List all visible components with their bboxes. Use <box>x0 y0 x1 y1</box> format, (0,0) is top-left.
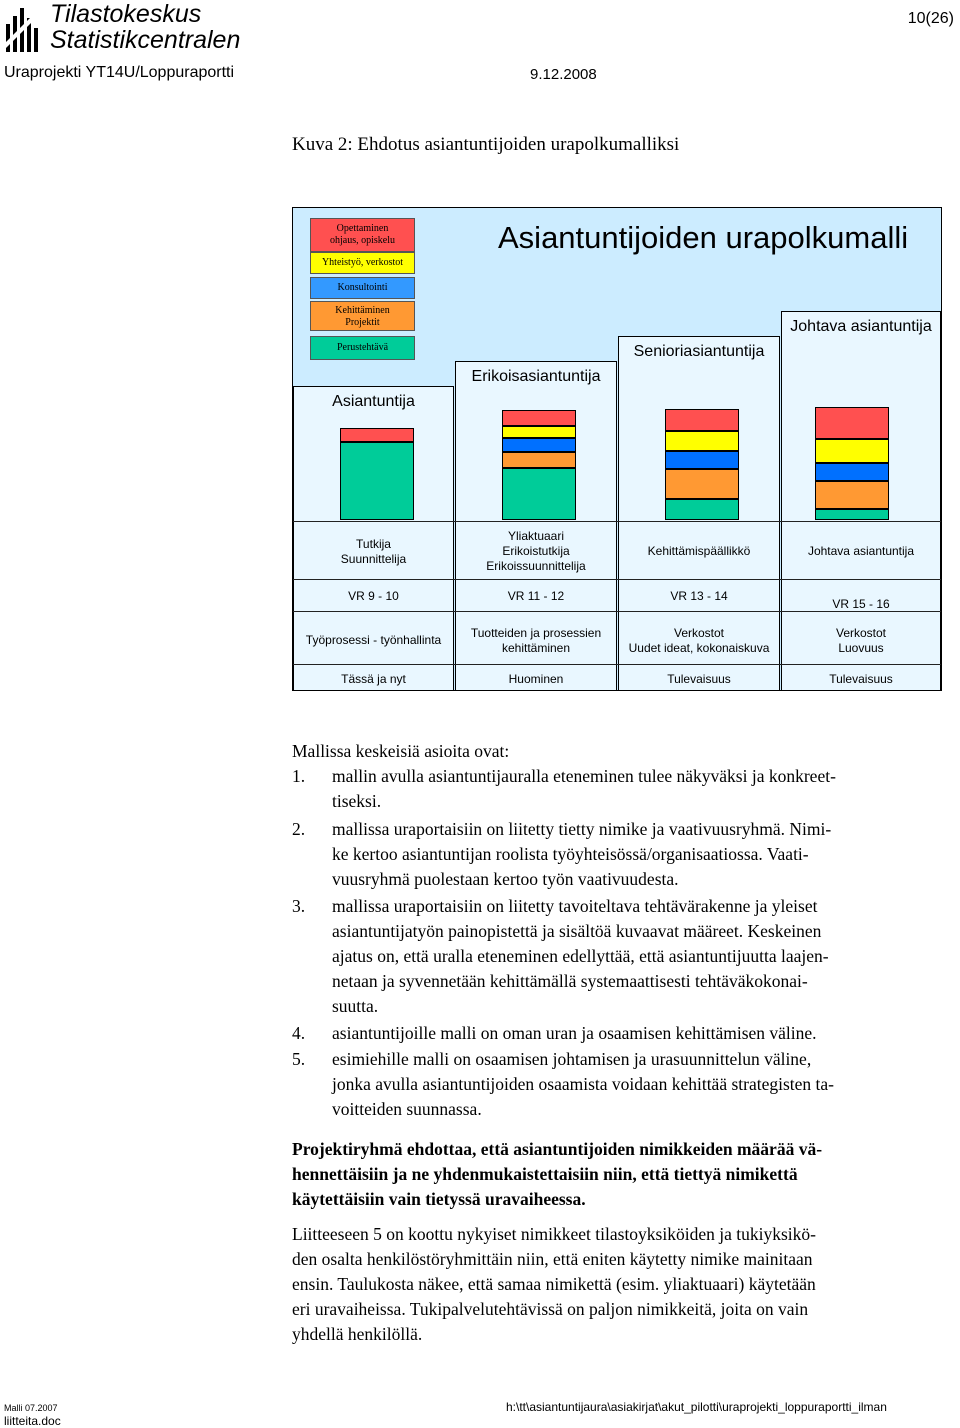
bar-teaching <box>502 410 576 426</box>
list-number: 2. <box>292 819 306 839</box>
level-label: Erikoisasiantuntija <box>471 368 601 385</box>
list-item-line: ajatus on, että uralla eteneminen edellyttää, että asiantuntijuutta laajen- <box>332 946 829 966</box>
bar-cooperation <box>665 431 739 451</box>
footer-filename: liitteita.doc <box>4 1414 61 1428</box>
job-title: Yliaktuaari <box>507 529 565 543</box>
bold-paragraph-line: käytettäisiin vain tietyssä uravaiheessa. <box>292 1189 586 1209</box>
bar-consulting <box>815 463 889 481</box>
document-date: 9.12.2008 <box>530 66 597 83</box>
figure-caption: Kuva 2: Ehdotus asiantuntijoiden urapolkumalliksi <box>292 134 680 155</box>
pay-grade-level-3: VR 13 - 14 <box>670 589 728 603</box>
list-item-line: mallin avulla asiantuntijauralla eteneminen tulee näkyväksi ja konkreet- <box>332 766 836 786</box>
list-item-line: suutta. <box>332 996 379 1016</box>
legend-item-consulting <box>310 277 415 299</box>
task-focus-text: Verkostot <box>835 626 887 640</box>
level-label: Senioriasiantuntija <box>633 343 765 360</box>
job-title: Erikoistutkija <box>502 544 570 558</box>
bar-consulting <box>502 438 576 452</box>
logo-text-finnish: Tilastokeskus <box>50 0 202 28</box>
bar-basic-task <box>665 499 739 520</box>
task-focus-text: Tuotteiden ja prosessien <box>470 626 602 640</box>
list-item-line: mallissa uraportaisiin on liitetty tavoiteltava tehtävärakenne ja yleiset <box>332 896 818 916</box>
row-divider <box>293 521 941 522</box>
paragraph-line: ensin. Taulukosta näkee, että samaa nimikettä (esim. yliaktuaari) käytetään <box>292 1274 816 1294</box>
diagram-title: Asiantuntijoiden urapolkumalli <box>498 220 909 255</box>
paragraph-line: den osalta henkilöstöryhmittäin niin, että eniten käytetty nimike mainitaan <box>292 1249 813 1269</box>
legend-label: Perustehtävä <box>336 342 389 353</box>
bold-paragraph-line: hennettäisiin ja ne yhdenmukaistettaisiin niin, että tiettyä nimikettä <box>292 1164 798 1184</box>
row-divider <box>293 579 941 580</box>
paragraph-line: eri uravaiheissa. Tukipalvelutehtävissä on paljon nimikkeitä, joita on vain <box>292 1299 809 1319</box>
list-intro: Mallissa keskeisiä asioita ovat: <box>292 741 510 761</box>
legend-label: Yhteistyö, verkostot <box>321 257 404 268</box>
legend-label: Opettaminen <box>336 223 389 234</box>
statistics-finland-logo-icon <box>4 4 44 54</box>
footer-file-path: h:\tt\asiantuntijaura\asiakirjat\akut_pilotti\uraprojekti_loppuraportti_ilman <box>506 1400 887 1414</box>
list-number: 1. <box>292 766 306 786</box>
page-number: 10(26) <box>907 10 954 27</box>
bar-cooperation <box>502 426 576 438</box>
task-focus-text: Luovuus <box>838 641 884 655</box>
task-focus-text: kehittäminen <box>501 641 571 655</box>
job-titles-level-2 <box>455 529 617 574</box>
time-horizon-level-2: Huominen <box>508 672 564 686</box>
list-item-line: netaan ja syvennetään kehittämällä systemaattisesti tehtäväkokonai- <box>332 971 808 991</box>
list-item-line: esimiehille malli on osaamisen johtamisen ja urasuunnittelun väline, <box>332 1049 812 1069</box>
list-item-line: ke kertoo asiantuntijan roolista työyhteisössä/organisaatiossa. Vaati- <box>332 844 809 864</box>
paragraph-line: yhdellä henkilöllä. <box>292 1324 423 1344</box>
job-titles-level-3 <box>618 544 780 559</box>
legend-item-teaching <box>310 218 415 252</box>
list-item-line: asiantuntijoille malli on oman uran ja osaamisen kehittämisen väline. <box>332 1023 817 1043</box>
bar-development <box>502 452 576 468</box>
legend-label: Konsultointi <box>337 282 388 293</box>
job-title: Kehittämispäällikkö <box>647 544 751 558</box>
time-horizon-level-3: Tulevaisuus <box>667 672 731 686</box>
task-focus-level-4 <box>781 626 941 656</box>
footer-template: Malli 07.2007 <box>4 1403 58 1413</box>
row-divider <box>293 664 941 665</box>
pay-grade-level-4: VR 15 - 16 <box>832 597 890 611</box>
list-number: 4. <box>292 1023 306 1043</box>
list-number: 3. <box>292 896 306 916</box>
time-horizon-level-4: Tulevaisuus <box>829 672 893 686</box>
job-title: Johtava asiantuntija <box>807 544 915 558</box>
list-item-line: vuusryhmä puolestaan kertoo työn vaativuudesta. <box>332 869 679 889</box>
legend-label: Kehittäminen <box>335 305 390 316</box>
job-title: Erikoissuunnittelija <box>486 559 586 573</box>
task-focus-text: Työprosessi - työnhallinta <box>305 633 442 647</box>
bar-teaching <box>815 407 889 439</box>
bar-teaching <box>340 428 414 442</box>
list-item-line: mallissa uraportaisiin on liitetty tietty nimike ja vaativuusryhmä. Nimi- <box>332 819 832 839</box>
bar-basic-task <box>815 509 889 520</box>
job-title: Suunnittelija <box>340 552 407 566</box>
job-titles-level-1 <box>293 537 454 567</box>
pay-grade-level-1: VR 9 - 10 <box>348 589 399 603</box>
task-focus-text: Verkostot <box>673 626 725 640</box>
logo-text-swedish: Statistikcentralen <box>50 26 241 54</box>
pay-grade-level-2: VR 11 - 12 <box>507 589 565 603</box>
legend-item-cooperation <box>310 252 415 274</box>
task-focus-level-2 <box>455 626 617 656</box>
task-focus-level-3 <box>618 626 780 656</box>
bar-cooperation <box>815 439 889 463</box>
legend-label: Projektit <box>345 317 380 328</box>
legend-item-basic-task <box>310 336 415 360</box>
level-label: Asiantuntija <box>332 393 415 410</box>
list-item-line: tiseksi. <box>332 791 382 811</box>
bar-consulting <box>665 451 739 469</box>
list-item-line: jonka avulla asiantuntijoiden osaamista voidaan kehittää strategisten ta- <box>332 1074 834 1094</box>
level-label: Johtava asiantuntija <box>790 318 932 335</box>
list-item-line: asiantuntijatyön painopistettä ja sisältöä kuvaavat määreet. Keskeinen <box>332 921 822 941</box>
task-focus-level-1 <box>293 633 454 648</box>
bar-development <box>665 469 739 499</box>
task-focus-text: Uudet ideat, kokonaiskuva <box>628 641 770 655</box>
document-project-title: Uraprojekti YT14U/Loppuraportti <box>4 64 235 81</box>
list-item-line: voitteiden suunnassa. <box>332 1099 482 1119</box>
bar-teaching <box>665 409 739 431</box>
list-number: 5. <box>292 1049 306 1069</box>
paragraph-line: Liitteeseen 5 on koottu nykyiset nimikkeet tilastoyksiköiden ja tukiyksikö- <box>292 1224 816 1244</box>
job-titles-level-4 <box>781 544 941 559</box>
legend-label: ohjaus, opiskelu <box>330 235 395 246</box>
bar-basic-task <box>340 442 414 520</box>
legend-item-development <box>310 301 415 331</box>
job-title: Tutkija <box>356 537 391 551</box>
bold-paragraph-line: Projektiryhmä ehdottaa, että asiantuntijoiden nimikkeiden määrää vä- <box>292 1139 823 1159</box>
bar-development <box>815 481 889 509</box>
time-horizon-level-1: Tässä ja nyt <box>341 672 406 686</box>
bar-basic-task <box>502 468 576 520</box>
